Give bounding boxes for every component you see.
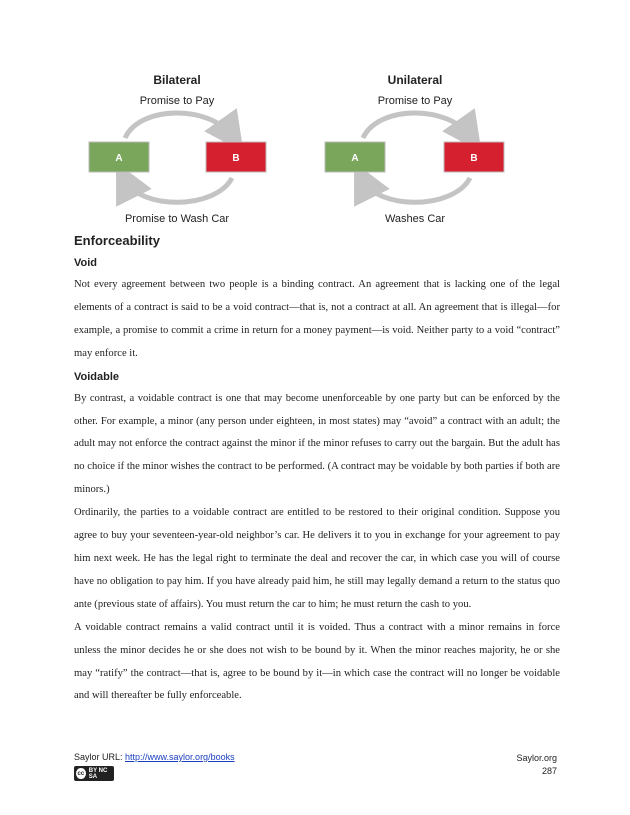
- voidable-paragraph-1: By contrast, a voidable contract is one that may become unenforceable by one party but can be enforced by the other. For example, a minor (any person under eighteen, in most states) may “avoid” a contract with an adult; the adult may not enforce the contract against the minor if the minor refuses to carry out the bargain. But the adult has no choice if the minor wishes the contract to be performed. (A contract may be voidable by both parties if both are minors.): [74, 392, 560, 496]
- footer-source: [74, 752, 235, 762]
- unilateral-box-a-label: A: [351, 153, 359, 164]
- footer-url-link[interactable]: http://www.saylor.org/books: [125, 752, 235, 762]
- page-number: 287: [541, 766, 557, 776]
- unilateral-top-label: Promise to Pay: [377, 95, 453, 107]
- bilateral-diagram: [89, 73, 266, 225]
- bilateral-top-label: Promise to Pay: [139, 95, 215, 107]
- footer-page-info: [516, 752, 557, 778]
- bilateral-top-arrow: [125, 113, 232, 138]
- unilateral-top-arrow: [363, 113, 470, 138]
- unilateral-bottom-label: Washes Car: [384, 213, 446, 225]
- voidable-paragraph-3: A voidable contract remains a valid contract until it is voided. Thus a contract with a minor remains in force unless the minor decides he or she does not wish to be bound by it. When the minor reaches majority, he or she may “ratify” the contract—that is, agree to be bound by it—in which case the contract will no longer be voidable and will thereafter be fully enforceable.: [74, 621, 560, 702]
- voidable-heading: Voidable: [74, 370, 120, 383]
- voidable-paragraph-2: Ordinarily, the parties to a voidable contract are entitled to be restored to their original condition. Suppose you agree to buy your seventeen-year-old neighbor’s car. He delivers it to you in exchange for your agreement to pay him next week. He has the legal right to terminate the deal and recover the car, in which case you will of course have no obligation to pay him. If you have already paid him, he still may legally demand a return to the status quo ante (previous state of affairs). You must return the car to him; he must return the cash to you.: [74, 507, 560, 610]
- void-paragraph: Not every agreement between two people is a binding contract. An agreement that is lacking one of the legal elements of a contract is said to be a void contract—that is, not a contract at all. An agreement that is illegal—for example, a promise to commit a crime in return for a money payment—is void. Neither party to a void “contract” may enforce it.: [74, 279, 560, 359]
- bilateral-bottom-arrow: [125, 178, 232, 202]
- unilateral-diagram: [325, 73, 504, 225]
- unilateral-bottom-arrow: [363, 178, 470, 202]
- cc-license-text: BY NC SA: [88, 767, 108, 780]
- document-body: [74, 230, 560, 708]
- bilateral-bottom-label: Promise to Wash Car: [124, 213, 230, 225]
- cc-icon: cc: [76, 768, 86, 779]
- unilateral-title: Unilateral: [387, 73, 443, 87]
- bilateral-box-b-label: B: [232, 153, 240, 164]
- footer-url-prefix: Saylor URL:: [74, 752, 126, 762]
- bilateral-box-a-label: A: [115, 153, 123, 164]
- footer-site: Saylor.org: [516, 753, 557, 763]
- unilateral-box-b-label: B: [470, 153, 478, 164]
- section-heading: Enforceability: [74, 233, 160, 248]
- contract-diagram: [0, 0, 630, 232]
- cc-license-badge: [74, 766, 114, 781]
- void-heading: Void: [74, 257, 98, 269]
- bilateral-title: Bilateral: [153, 73, 201, 87]
